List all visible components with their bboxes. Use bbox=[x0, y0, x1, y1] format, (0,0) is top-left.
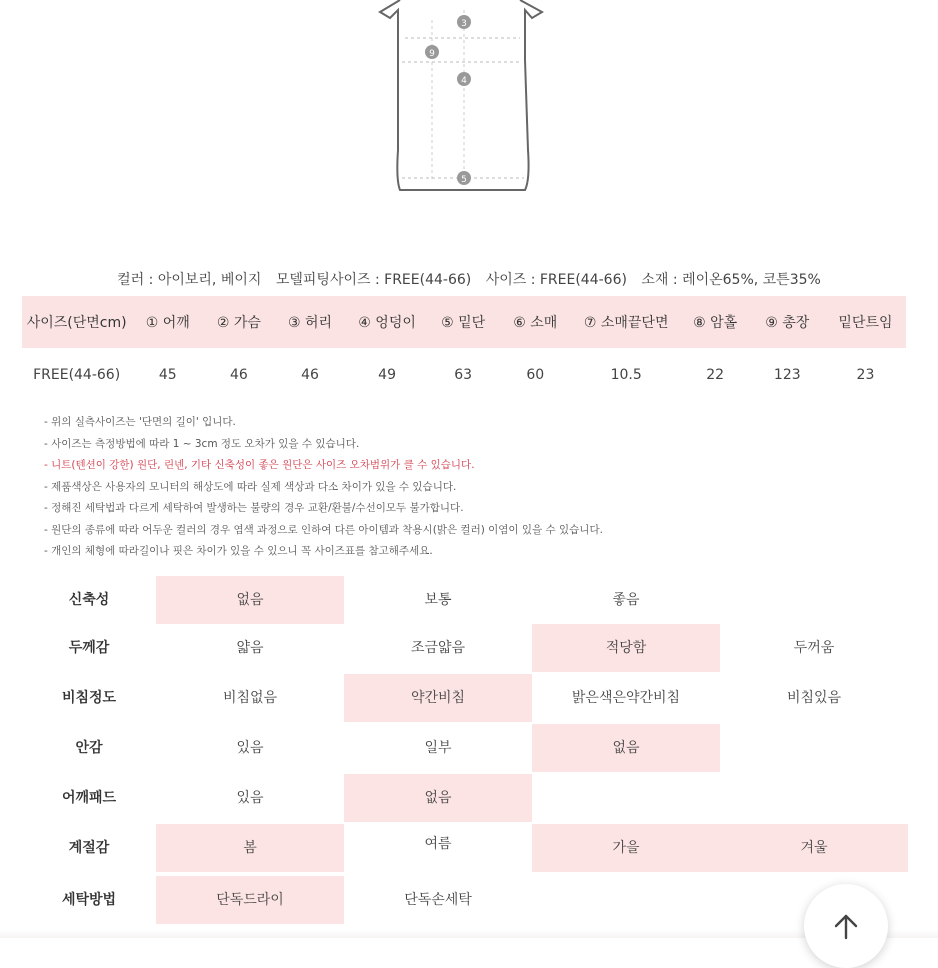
property-label: 계절감 bbox=[68, 840, 110, 856]
property-option: 조금얇음 bbox=[410, 640, 466, 656]
property-label: 어깨패드 bbox=[61, 790, 117, 806]
note-item: - 제품색상은 사용자의 모니터의 해상도에 따라 실제 색상과 다소 차이가 있을 수 있습니다. bbox=[44, 480, 457, 493]
size-cell: 46 bbox=[230, 367, 248, 383]
svg-text:4: 4 bbox=[461, 76, 467, 86]
size-header-cell: ⑧ 암홀 bbox=[681, 296, 750, 348]
size-cell: FREE(44-66) bbox=[33, 367, 121, 383]
property-option: 없음 bbox=[156, 576, 344, 624]
property-label: 두께감 bbox=[68, 640, 110, 656]
info-model-size: 모델피팅사이즈 : FREE(44-66) bbox=[275, 272, 472, 288]
svg-text:5: 5 bbox=[461, 175, 467, 185]
property-option: 얇음 bbox=[236, 640, 264, 656]
size-cell: 63 bbox=[454, 367, 473, 383]
size-cell: 23 bbox=[856, 367, 875, 383]
property-option: 없음 bbox=[344, 774, 532, 822]
size-cell: 46 bbox=[301, 367, 319, 383]
size-header-cell: ④ 엉덩이 bbox=[347, 296, 428, 348]
product-info bbox=[0, 266, 938, 294]
size-table bbox=[22, 296, 906, 402]
property-option: 있음 bbox=[236, 740, 264, 756]
size-header-cell: ③ 허리 bbox=[274, 296, 347, 348]
size-header-cell: ⑥ 소매 bbox=[499, 296, 572, 348]
property-option: 두꺼움 bbox=[793, 640, 835, 656]
marker-hem bbox=[457, 171, 471, 185]
property-option: 여름 bbox=[424, 836, 452, 852]
property-option: 좋음 bbox=[612, 592, 640, 608]
property-label: 신축성 bbox=[68, 592, 110, 608]
svg-text:9: 9 bbox=[429, 49, 435, 59]
garment-diagram bbox=[360, 0, 560, 200]
marker-hip bbox=[457, 72, 471, 86]
size-table-row bbox=[22, 348, 906, 402]
property-option: 약간비침 bbox=[344, 674, 532, 722]
property-option: 비침없음 bbox=[222, 690, 278, 706]
size-cell: 22 bbox=[706, 367, 725, 383]
note-item: - 사이즈는 측정방법에 따라 1 ~ 3cm 정도 오차가 있을 수 있습니다. bbox=[44, 437, 360, 450]
property-option: 봄 bbox=[156, 824, 344, 872]
property-label: 비침정도 bbox=[61, 690, 117, 706]
property-label: 안감 bbox=[75, 740, 103, 756]
svg-text:3: 3 bbox=[461, 19, 467, 29]
info-material: 소재 : 레이온65%, 코튼35% bbox=[641, 272, 821, 288]
property-option: 밝은색은약간비침 bbox=[571, 690, 681, 706]
size-header-cell: ① 어깨 bbox=[131, 296, 204, 348]
info-size: 사이즈 : FREE(44-66) bbox=[485, 272, 627, 288]
arrow-up-icon bbox=[832, 912, 860, 940]
scroll-top-button[interactable] bbox=[804, 884, 888, 968]
property-option: 있음 bbox=[236, 790, 264, 806]
property-option: 적당함 bbox=[532, 624, 720, 672]
property-option: 비침있음 bbox=[786, 690, 842, 706]
property-option: 보통 bbox=[424, 592, 452, 608]
note-item-warning: - 니트(텐션이 강한) 원단, 린넨, 기타 신축성이 좋은 원단은 사이즈 오차범위가 클 수 있습니다. bbox=[44, 459, 475, 471]
note-item: - 원단의 종류에 따라 어두운 컬러의 경우 염색 과정으로 인하여 다른 아이템과 착용시(밝은 컬러) 이염이 있을 수 있습니다. bbox=[44, 523, 603, 536]
size-cell: 49 bbox=[378, 367, 396, 383]
size-header-cell: 밑단트임 bbox=[825, 296, 906, 348]
size-cell: 45 bbox=[158, 367, 177, 383]
size-table-header bbox=[22, 296, 906, 348]
note-item: - 정해진 세탁법과 다르게 세탁하여 발생하는 불량의 경우 교환/환불/수선이모두 불가합니다. bbox=[44, 502, 464, 514]
property-option: 없음 bbox=[532, 724, 720, 772]
notes-list bbox=[44, 412, 603, 563]
size-header-cell: ② 가슴 bbox=[204, 296, 273, 348]
property-option: 단독드라이 bbox=[156, 876, 344, 924]
size-cell: 60 bbox=[526, 367, 545, 383]
size-header-cell: ⑨ 총장 bbox=[750, 296, 825, 348]
property-option: 겨울 bbox=[720, 824, 908, 872]
note-item: - 위의 실측사이즈는 '단면의 길이' 입니다. bbox=[44, 416, 236, 428]
note-item: - 개인의 체형에 따라길이나 핏은 차이가 있을 수 있으니 꼭 사이즈표를 참고해주세요. bbox=[44, 545, 433, 557]
property-option: 단독손세탁 bbox=[404, 892, 472, 908]
size-cell: 10.5 bbox=[610, 367, 642, 383]
size-header-cell: ⑤ 밑단 bbox=[428, 296, 499, 348]
size-header-cell: 사이즈(단면cm) bbox=[22, 296, 131, 348]
size-header-cell: ⑦ 소매끝단면 bbox=[572, 296, 681, 348]
marker-waist bbox=[457, 15, 471, 29]
property-option: 가을 bbox=[532, 824, 720, 872]
page-fade bbox=[0, 930, 938, 938]
property-option: 일부 bbox=[424, 740, 452, 756]
marker-length bbox=[425, 45, 439, 59]
info-color: 컬러 : 아이보리, 베이지 bbox=[117, 272, 262, 288]
size-cell: 123 bbox=[773, 367, 801, 383]
property-label: 세탁방법 bbox=[61, 892, 117, 908]
